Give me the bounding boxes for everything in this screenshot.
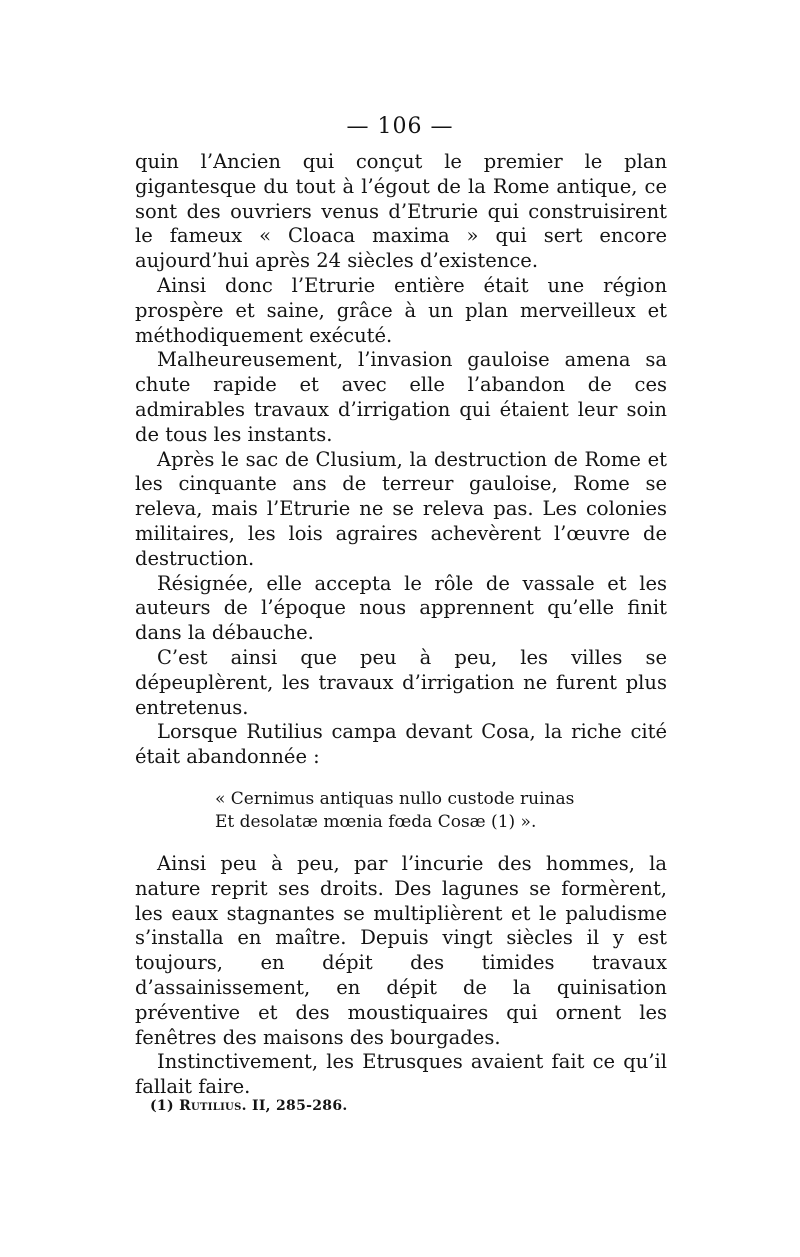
paragraph: Ainsi donc l’Etrurie entière était une région prospère et saine, grâce à un plan merveilleux et méthodiquement exécuté. <box>135 273 667 347</box>
paragraph: Résignée, elle accepta le rôle de vassale et les auteurs de l’époque nous apprennent qu’elle finit dans la débauche. <box>135 571 667 645</box>
quote-line: Et desolatæ mœnia fœda Cosæ (1) ». <box>215 811 537 832</box>
paragraph: Malheureusement, l’invasion gauloise amena sa chute rapide et avec elle l’abandon de ces admirables travaux d’irrigation qui étaient leur soin de tous les instants. <box>135 348 667 446</box>
footnote-marker: (1) <box>150 1098 174 1114</box>
paragraph-continuation: quin l’Ancien qui conçut le premier le plan gigantesque du tout à l’égout de la Rome antique, ce sont des ouvriers venus d’Etrurie qui construisirent le fameux « Cloaca maxima » qui sert encore aujourd’hui après 24 siècles d’existence. <box>135 150 667 273</box>
paragraph: Instinctivement, les Etrusques avaient fait ce qu’il fallait faire. <box>135 1050 667 1099</box>
latin-quotation <box>215 788 667 834</box>
footnote-reference: II, 285-286. <box>251 1098 348 1114</box>
paragraph: Ainsi peu à peu, par l’incurie des hommes, la nature reprit ses droits. Des lagunes se formèrent, les eaux stagnantes se multiplièrent et le paludisme s’installa en maître. Depuis vingt siècles il y est toujours, en dépit des timides travaux d’assainissement, en dépit de la quinisation préventive et des moustiquaires qui ornent les fenêtres des maisons des bourgades. <box>135 851 667 1049</box>
paragraph: Lorsque Rutilius campa devant Cosa, la riche cité était abandonnée : <box>135 720 667 769</box>
paragraph: C’est ainsi que peu à peu, les villes se dépeuplèrent, les travaux d’irrigation ne furent plus entretenus. <box>135 645 667 719</box>
page-number: — 106 — <box>346 114 454 139</box>
main-text <box>135 150 667 1100</box>
footnote <box>150 1098 348 1114</box>
footnote-author: Rutilius. <box>179 1098 247 1114</box>
paragraph: Après le sac de Clusium, la destruction de Rome et les cinquante ans de terreur gauloise, Rome se releva, mais l’Etrurie ne se releva pas. Les colonies militaires, les lois agraires achevèrent l’œuvre de destruction. <box>135 447 667 570</box>
quote-line: « Cernimus antiquas nullo custode ruinas <box>215 788 575 809</box>
